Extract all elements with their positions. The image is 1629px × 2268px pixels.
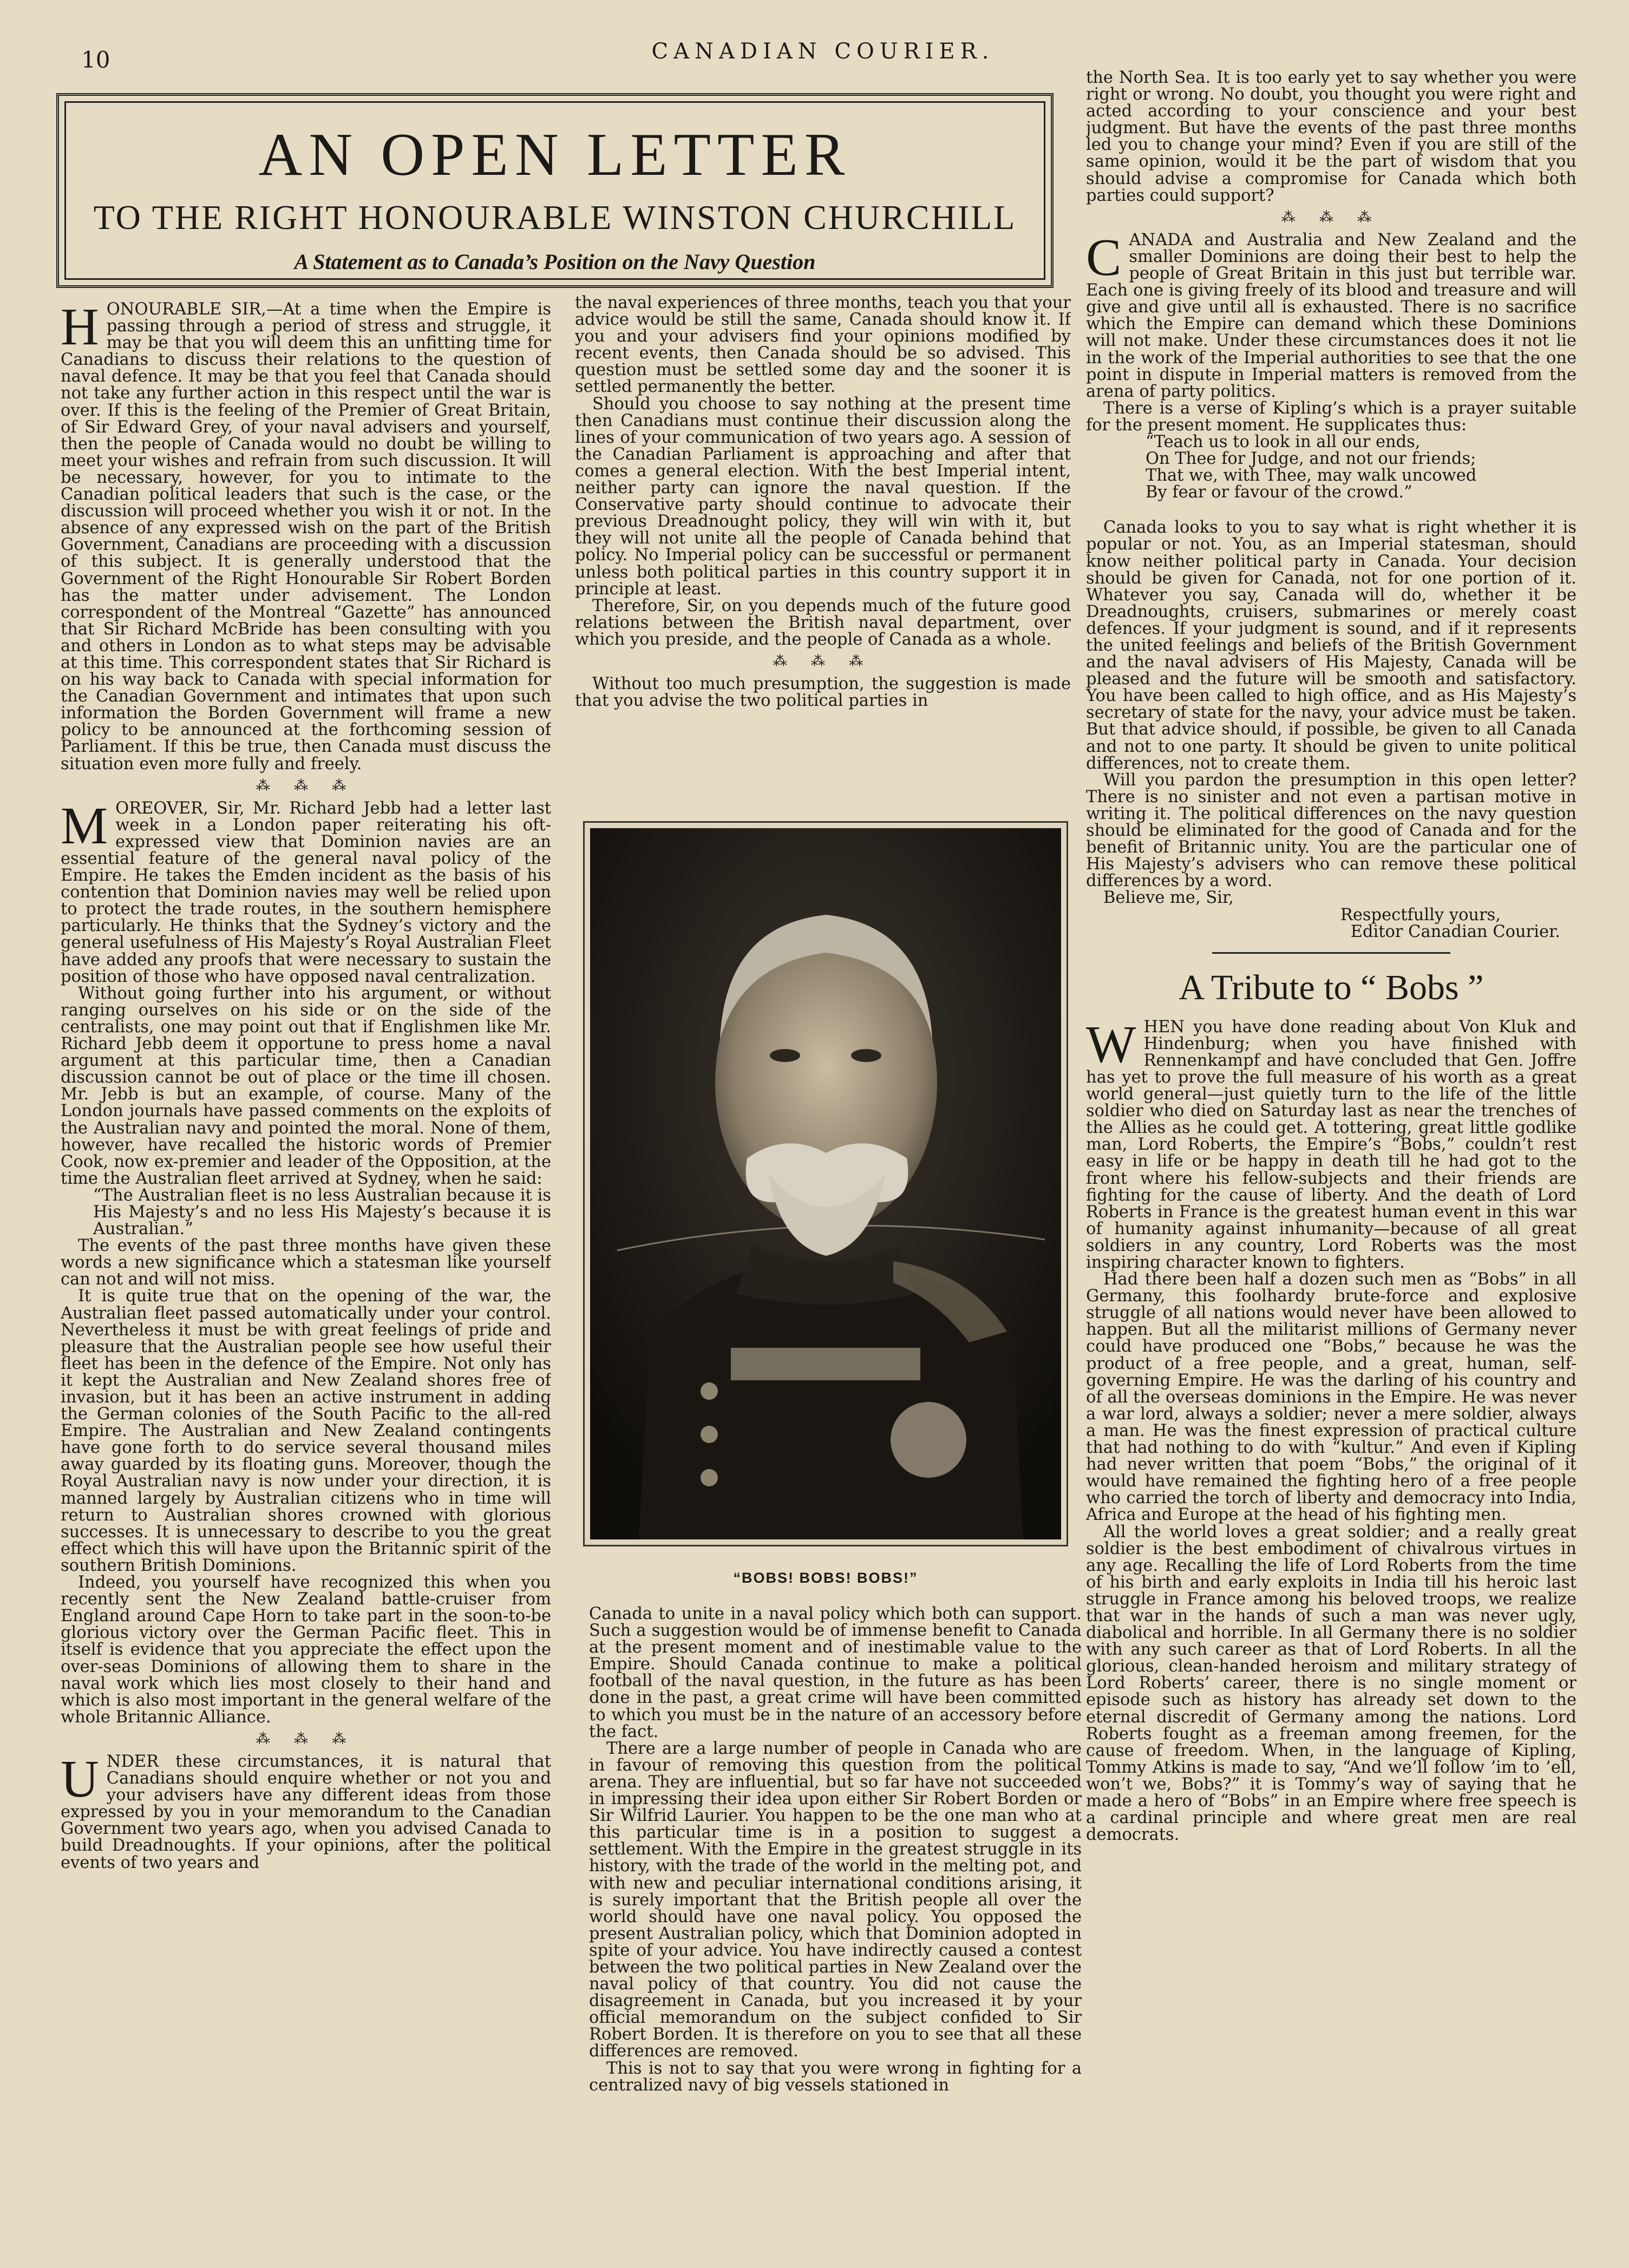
- paragraph: the naval experiences of three months, teach you that your advice would be still the same, Canada should know it. If you and your advisers find your opinions modified by recent events, then Canada should be so advised. This question must be settled some day and the sooner it is settled permanently the better.: [575, 294, 1071, 397]
- paragraph-text: ONOURABLE SIR,—At a time when the Empire is passing through a period of stress and struggle, it may be that you will deem this an unfitting time for Canadians to discuss their relations to the question of naval defence. It may be that you feel that Canada should not take any further action in this respect until the war is over. If this is the feeling of the Premier of Great Britain, of Sir Edward Grey, of your naval advisers and yourself, then the people of Canada would no doubt be willing to meet your wishes and refrain from such discussion. It will be necessary, however, for you to intimate to the Canadian political leaders that such is the case, or the discussion will proceed whether you wish it or not. In the absence of any expressed wish on the part of the British Government, Canadians are proceeding with a discussion of this subject. It is generally understood that the Government of the Right Honourable Sir Robert Borden has the matter under advisement. The London correspondent of the Montreal “Gazette” has announced that Sir Richard McBride has been consulting with you and others in London as to what steps may be advisable at this time. This correspondent states that Sir Richard is on his way back to Canada with special information for the Canadian Government and intimates that upon such information the Borden Government will frame a new policy to be announced at the forthcoming session of Parliament. If this be true, then Canada must discuss the situation even more fully and freely.: [61, 301, 551, 774]
- paragraph: All the world loves a great soldier; and a really great soldier is the best embodiment of chivalrous virtues in any age. Recalling the life of Lord Roberts from the time of his birth and early exploits in India till his heroic last struggle in France among his beloved troops, we realize that war in the hands of such a man was never ugly, diabolical and horrible. In all Germany there is no soldier with any such career as that of Lord Roberts. In all the glorious, clean-handed heroism and military strategy of Lord Roberts’ career, there is no single moment or episode such as history has already set down to the eternal discredit of Germany among the nations. Lord Roberts fought as a freeman among freemen, for the cause of freedom. When, in the language of Kipling, Tommy Atkins is made to say, “And we’ll follow ’im to ’ell, won’t we, Bobs?” it is Tommy’s way of saying that he made a hero of “Bobs” in an Empire where free speech is a cardinal principle and where great men are real democrats.: [1086, 1522, 1576, 1845]
- headline-inner-frame: [64, 101, 1045, 280]
- column-1: [61, 301, 551, 2244]
- paragraph: There is a verse of Kipling’s which is a prayer suitable for the present moment. He supplicates thus:: [1086, 398, 1576, 435]
- paragraph: the North Sea. It is too early yet to say whether you were right or wrong. No doubt, you thought you were right and acted according to your conscience and your best judgment. But have the events of the past three months led you to change your mind? Even if you are still of the same opinion, would it be the part of wisdom that you should advise a compromise for Canada which both parties could support?: [1086, 69, 1576, 205]
- paragraph-text: HEN you have done reading about Von Kluk and Hindenburg; when you have finished with Rennenkampf and have concluded that Gen. Joffre has yet to prove the full measure of his worth as a great world general—just quietly turn to the life of the little soldier who died on Saturday last as near the trenches of the Allies as he could get. A tottering, great little godlike man, Lord Roberts, the Empire’s “Bobs,” couldn’t rest easy in life or be happy in death till he had got to the front where his fellow-subjects and their friends are fighting for the cause of liberty. And the death of Lord Roberts in France is the greatest human event in this war of humanity against inhumanity—because of all great soldiers in any country, Lord Roberts was the most inspiring character known to fighters.: [1086, 1017, 1576, 1272]
- paragraph: [1086, 228, 1576, 401]
- drop-cap: U: [61, 1749, 99, 1808]
- paragraph: This is not to say that you were wrong in fighting for a centralized navy of big vessels stationed in: [589, 2059, 1082, 2095]
- paragraph: Will you pardon the presumption in this open letter? There is no sinister and not even a partisan motive in writing it. The political differences on the navy question should be eliminated for the good of Canada and for the benefit of Britannic unity. You are the particular one of His Majesty’s advisers who can remove these political differences by a word.: [1086, 770, 1576, 891]
- drop-cap: M: [61, 796, 108, 855]
- drop-cap: H: [61, 301, 99, 356]
- verse-line: That we, with Thee, may walk uncowed: [1146, 466, 1477, 486]
- page-number: 10: [81, 47, 110, 73]
- paragraph: It is quite true that on the opening of the war, the Australian fleet passed automatically under your control. Nevertheless it must be with great feelings of pride and pleasure that the Australian people see how useful their fleet has been in the defence of the Empire. Not only has it kept the Australian and New Zealand shores free of invasion, but it has been an active instrument in adding the German colonies of the South Pacific to the all-red Empire. The Australian and New Zealand contingents have gone forth to do service several thousand miles away guarded by its floating guns. Moreover, though the Royal Australian navy is now under your direction, it is manned largely by Australian citizens who in time will return to Australian shores crowned with glorious successes. It is unnecessary to describe to you the great effect which this will have upon the Britannic spirit of the southern British Dominions.: [61, 1287, 551, 1575]
- headline-sub: TO THE RIGHT HONOURABLE WINSTON CHURCHILL: [93, 198, 1017, 237]
- quotation: “The Australian fleet is no less Australian because it is His Majesty’s and no less His Majesty’s because it is Australian.”: [93, 1185, 551, 1239]
- paragraph: There are a large number of people in Canada who are in favour of removing this question from the political arena. They are influential, but so far have not succeeded in impressing their idea upon either Sir Robert Borden or Sir Wilfrid Laurier. You happen to be the one man who at this particular time is in a position to suggest a settlement. With the Empire in the greatest struggle in its history, with the trade of the world in the melting pot, and with new and peculiar international conditions arising, it is surely important that the British people all over the world should have one naval policy. You opposed the present Australian policy, which that Dominion adopted in spite of your advice. You have indirectly caused a contest between the two political parties in New Zealand over the naval policy of that country. You did not cause the disagreement in Canada, but you increased it by your official memorandum on the subject confided to Sir Robert Borden. It is therefore on you to see that all these differences are removed.: [589, 1739, 1082, 2061]
- paragraph: [61, 301, 551, 772]
- paragraph-text: ANADA and Australia and New Zealand and the smaller Dominions are doing their best to help the people of Great Britain in this just but terrible war. Each one is giving freely of its blood and treasure and will give and give until all is exhausted. There is no sacrifice which the Empire can demand which these Dominions will not make. Under these circumstances does it not lie in the work of the Imperial authorities to see that the one point in dispute in Imperial matters is removed from the arena of party politics.: [1086, 230, 1576, 401]
- paragraph: Should you choose to say nothing at the present time then Canadians must continue their discussion along the lines of your communication of two years ago. A session of the Canadian Parliament is approaching and after that comes a general election. With the best Imperial intent, neither party can ignore the naval question. If the Conservative party should continue to advocate their previous Dreadnought policy, they will win with it, but they will not unite all the people of Canada behind that policy. No Imperial policy can be successful or permanent unless both political parties in this country support it in principle at least.: [575, 394, 1071, 599]
- column-2-upper: [575, 294, 1071, 803]
- signoff-line: Editor Canadian Courier.: [1350, 922, 1560, 941]
- paragraph: [61, 1749, 551, 1872]
- section-ornament: ⁂ ⁂ ⁂: [1281, 209, 1382, 226]
- headline-main: AN OPEN LETTER: [258, 121, 852, 188]
- signoff-line: Believe me, Sir,: [1103, 888, 1234, 908]
- paragraph-text: OREOVER, Sir, Mr. Richard Jebb had a letter last week in a London paper reiterating his oft-expressed view that Dominion navies are an essential feature of the general naval policy of the Empire. He takes the Emden incident as the basis of his contention that Dominion navies may well be relied upon to protect the trade routes, in the southern hemisphere particularly. He thinks that the Sydney’s victory and the general usefulness of His Majesty’s Royal Australian Fleet have added any proofs that were necessary to sustain the position of those who have opposed naval centralization.: [61, 798, 551, 986]
- headline-box: [56, 93, 1054, 288]
- tribute-headline: A Tribute to “ Bobs ”: [1179, 967, 1484, 1007]
- portrait-photo: [590, 828, 1061, 1539]
- paragraph-text: NDER these circumstances, it is natural that Canadians should enquire whether or not you and your advisers have any different ideas from those expressed by you in your memorandum to the Canadian Government two years ago, when you advised Canada to build Dreadnoughts. If your opinions, after the political events of two years and: [61, 1752, 551, 1872]
- paragraph: Without too much presumption, the suggestion is made that you advise the two political parties in: [575, 674, 1071, 711]
- photo-caption: “BOBS! BOBS! BOBS!”: [733, 1570, 918, 1586]
- paragraph: Therefore, Sir, on you depends much of the future good relations between the British naval department, over which you preside, and the people of Canada as a whole.: [575, 596, 1071, 649]
- paragraph: Without going further into his argument, or without ranging ourselves on his side or on the side of the centralists, one may point out that if Englishmen like Mr. Richard Jebb deem it opportune to press home a naval argument at this particular time, then a Canadian discussion cannot be out of place or the time ill chosen. Mr. Jebb is but an example, of course. Many of the London journals have passed comments on the exploits of the Australian navy and pointed the moral. None of them, however, have recalled the historic words of Premier Cook, now ex-premier and leader of the Opposition, at the time the Australian fleet arrived at Sydney, when he said:: [61, 984, 551, 1188]
- signoff-line: Respectfully yours,: [1340, 905, 1501, 925]
- column-2-lower: [589, 1605, 1082, 2250]
- paragraph: Canada looks to you to say what is right whether it is popular or not. You, as an Imperial statesman, should know neither political party in Canada. Your decision should be given for Canada, not for one portion of it. Whatever you say, Canada will do, whether it be Dreadnoughts, cruisers, submarines or merely coast defences. If your judgment is sound, and if it represents the united feelings and beliefs of the British Government and the naval advisers of His Majesty, Canada will be pleased and the future will be smooth and satisfactory. You have been called to high office, and as His Majesty’s secretary of state for the navy, your advice must be taken. But that advice should, if possible, be given to all Canada and not to one party. It should be given to unite political differences, not to create them.: [1086, 518, 1576, 773]
- section-ornament: ⁂ ⁂ ⁂: [773, 653, 873, 670]
- paragraph: Indeed, you yourself have recognized this when you recently sent the New Zealand battle-cruiser from England around Cape Horn to take part in the soon-to-be glorious victory over the German Pacific fleet. This in itself is evidence that you appreciate the effect upon the over-seas Dominions of allowing them to share in the naval work which lies most closely to their hand and which is also most important in the general welfare of the whole Britannic Alliance.: [61, 1573, 551, 1727]
- paragraph: [1086, 1015, 1576, 1272]
- spacer: [1086, 501, 1576, 519]
- portrait-illustration: [590, 828, 1061, 1539]
- section-rule: [1212, 952, 1450, 954]
- running-head: CANADIAN COURIER.: [651, 39, 995, 64]
- section-ornament: ⁂ ⁂ ⁂: [256, 777, 356, 794]
- drop-cap: W: [1086, 1015, 1136, 1074]
- drop-cap: C: [1086, 228, 1122, 287]
- paragraph: The events of the past three months have given these words a new significance which a statesman like yourself can not and will not miss.: [61, 1236, 551, 1289]
- verse-line: “Teach us to look in all our ends,: [1146, 432, 1421, 451]
- paragraph: Had there been half a dozen such men as “Bobs” in all Germany, this foolhardy brute-force and explosive struggle of all nations would never have been allowed to happen. But all the militarist millions of Germany never could have produced one “Bobs,” because he was the product of a free people, and a great, human, self-governing Empire. He was the darling of his country and of all the overseas dominions in the Empire. He was never a war lord, always a soldier; never a mere soldier, always a man. He was the finest expression of practical culture that had nothing to do with “kultur.” And even if Kipling had never written that poem “Bobs,” the original of it would have remained the fighting hero of a free people who carried the torch of liberty and democracy into India, Africa and Europe at the head of his fighting men.: [1086, 1270, 1576, 1525]
- verse-line: On Thee for Judge, and not our friends;: [1146, 449, 1476, 469]
- portrait-photo-frame: [583, 821, 1068, 1546]
- paragraph: [61, 796, 551, 986]
- headline-deck: A Statement as to Canada’s Position on the Navy Question: [294, 250, 816, 274]
- section-ornament: ⁂ ⁂ ⁂: [256, 1731, 356, 1747]
- paragraph: Canada to unite in a naval policy which both can support. Such a suggestion would be of immense benefit to Canada at the present moment and of inestimable value to the Empire. Should Canada continue to make a political football of the naval question, in the future as has been done in the past, a great crime will have been committed to which you must be in the nature of an accessory before the fact.: [589, 1605, 1082, 1741]
- verse-line: By fear or favour of the crowd.”: [1146, 483, 1412, 502]
- column-3: [1086, 69, 1576, 2251]
